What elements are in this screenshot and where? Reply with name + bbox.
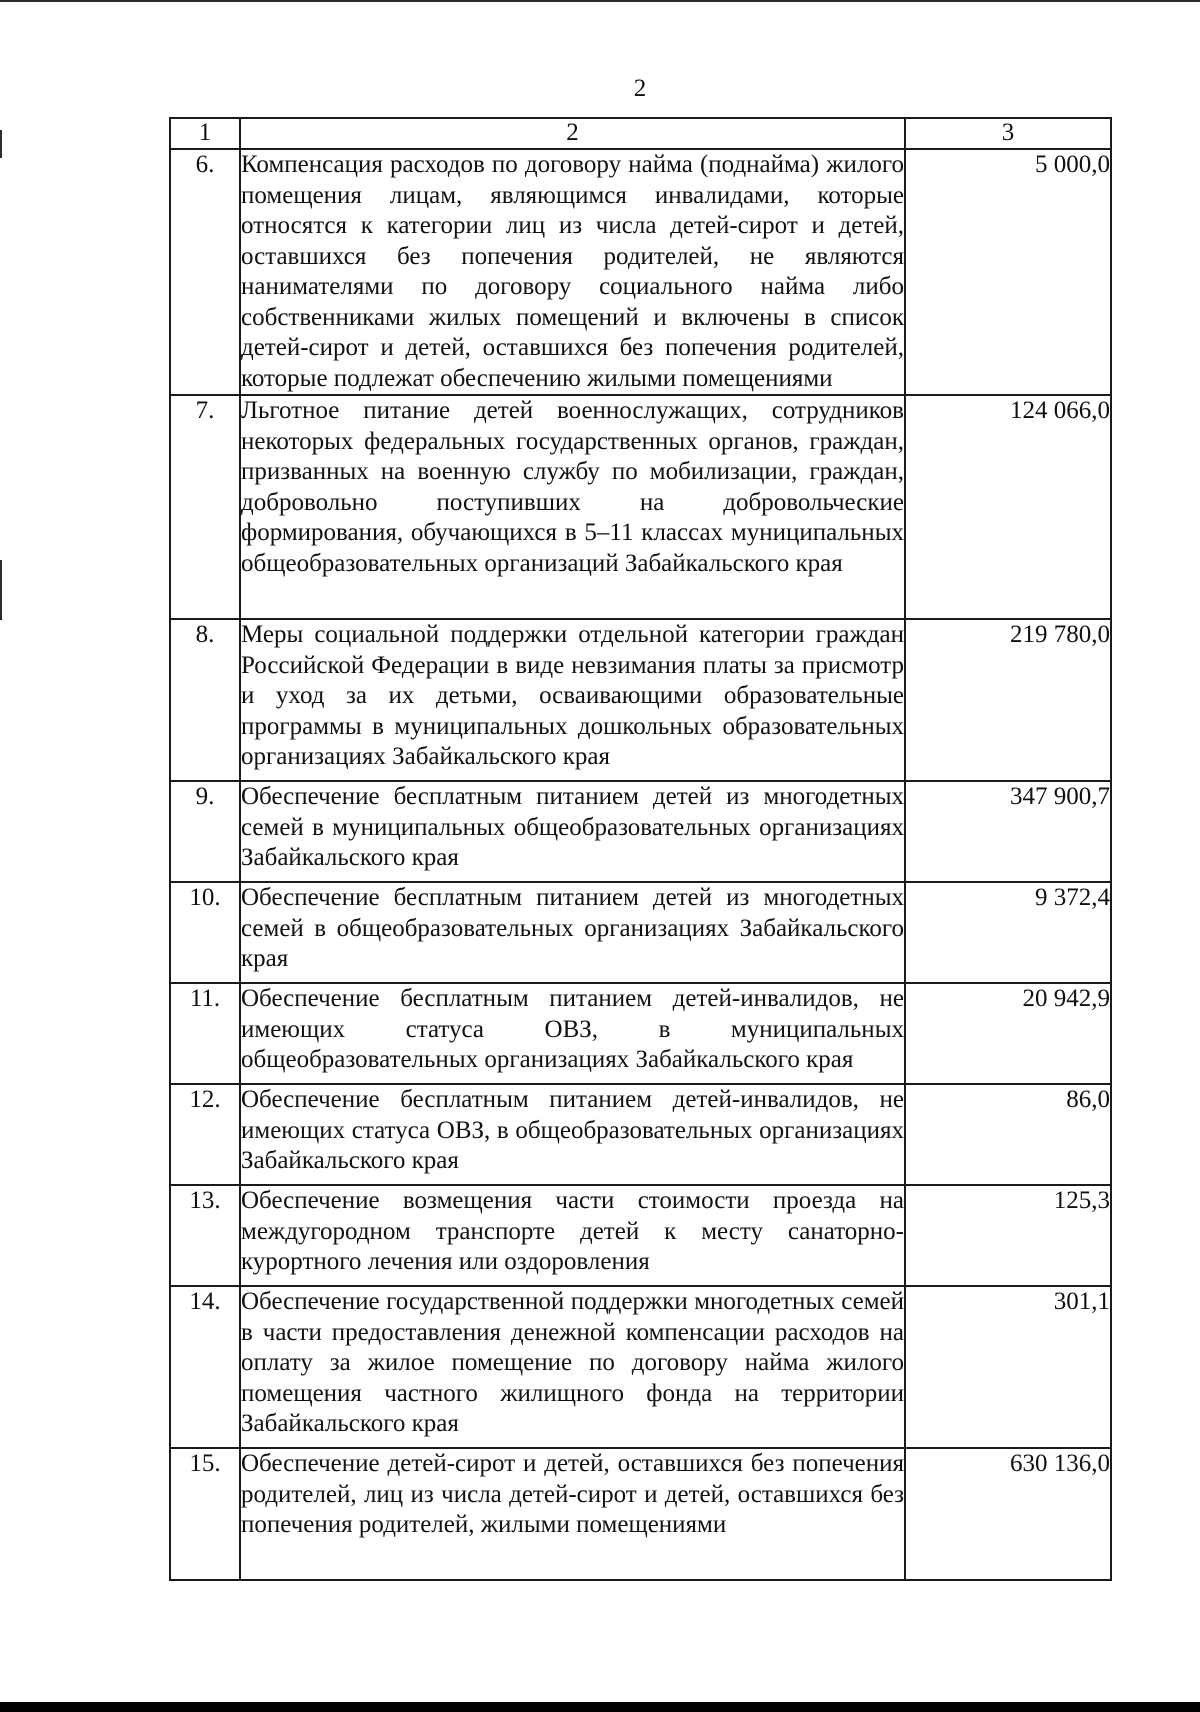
table-row	[170, 395, 1111, 619]
table-row	[170, 882, 1111, 983]
row-description: Компенсация расходов по договору найма (поднайма) жилого помещения лицам, являющимся инвалидами, которые относятся к категории лиц из числа детей-сирот и детей, оставшихся без попечения родителей, не являются нанимателями по договору социального найма либо собственниками жилых помещений и включены в список детей-сирот и детей, оставшихся без попечения родителей, которые подлежат обеспечению жилыми помещениями	[240, 149, 905, 395]
header-cell-amount: 3	[905, 118, 1111, 149]
row-amount: 86,0	[905, 1084, 1111, 1185]
row-number: 7.	[170, 395, 240, 619]
header-cell-description: 2	[240, 118, 905, 149]
row-description: Обеспечение детей-сирот и детей, оставшихся без попечения родителей, лиц из числа детей-сирот и детей, оставшихся без попечения родителей, жилыми помещениями	[240, 1448, 905, 1580]
scan-bottom-edge	[0, 1702, 1200, 1712]
row-description: Обеспечение возмещения части стоимости проезда на междугородном транспорте детей к месту санаторно-курортного лечения или оздоровления	[240, 1185, 905, 1286]
row-amount: 301,1	[905, 1286, 1111, 1448]
row-number: 14.	[170, 1286, 240, 1448]
table-row	[170, 1286, 1111, 1448]
row-number: 15.	[170, 1448, 240, 1580]
table-row	[170, 781, 1111, 882]
table-row	[170, 1084, 1111, 1185]
table-row	[170, 1185, 1111, 1286]
scan-top-edge	[0, 0, 1200, 2]
row-description: Льготное питание детей военнослужащих, сотрудников некоторых федеральных государственных органов, граждан, призванных на военную службу по мобилизации, граждан, добровольно поступивших на добровольческие формирования, обучающихся в 5–11 классах муниципальных общеобразовательных организаций Забайкальского края	[240, 395, 905, 619]
row-description: Обеспечение бесплатным питанием детей из многодетных семей в муниципальных общеобразовательных организациях Забайкальского края	[240, 781, 905, 882]
row-description: Обеспечение государственной поддержки многодетных семей в части предоставления денежной компенсации расходов на оплату за жилое помещение по договору найма жилого помещения частного жилищного фонда на территории Забайкальского края	[240, 1286, 905, 1448]
row-number: 8.	[170, 619, 240, 781]
row-number: 11.	[170, 983, 240, 1084]
row-number: 6.	[170, 149, 240, 395]
row-description: Меры социальной поддержки отдельной категории граждан Российской Федерации в виде невзимания платы за присмотр и уход за их детьми, осваивающими образовательные программы в муниципальных дошкольных образовательных организациях Забайкальского края	[240, 619, 905, 781]
row-amount: 219 780,0	[905, 619, 1111, 781]
row-description: Обеспечение бесплатным питанием детей-инвалидов, не имеющих статуса ОВЗ, в муниципальных общеобразовательных организациях Забайкальского края	[240, 983, 905, 1084]
header-cell-number: 1	[170, 118, 240, 149]
row-amount: 9 372,4	[905, 882, 1111, 983]
row-amount: 125,3	[905, 1185, 1111, 1286]
table-row	[170, 149, 1111, 395]
page-number: 2	[633, 75, 647, 102]
row-description: Обеспечение бесплатным питанием детей из многодетных семей в общеобразовательных организациях Забайкальского края	[240, 882, 905, 983]
scan-left-mark	[0, 560, 2, 620]
row-number: 10.	[170, 882, 240, 983]
row-number: 12.	[170, 1084, 240, 1185]
scan-left-mark	[0, 130, 2, 158]
row-description: Обеспечение бесплатным питанием детей-инвалидов, не имеющих статуса ОВЗ, в общеобразовательных организациях Забайкальского края	[240, 1084, 905, 1185]
row-number: 9.	[170, 781, 240, 882]
row-number: 13.	[170, 1185, 240, 1286]
row-amount: 124 066,0	[905, 395, 1111, 619]
row-amount: 630 136,0	[905, 1448, 1111, 1580]
budget-table	[169, 117, 1112, 1581]
row-amount: 20 942,9	[905, 983, 1111, 1084]
table-row	[170, 619, 1111, 781]
row-amount: 5 000,0	[905, 149, 1111, 395]
row-amount: 347 900,7	[905, 781, 1111, 882]
table-row	[170, 1448, 1111, 1580]
table-header-row	[170, 118, 1111, 149]
table-row	[170, 983, 1111, 1084]
